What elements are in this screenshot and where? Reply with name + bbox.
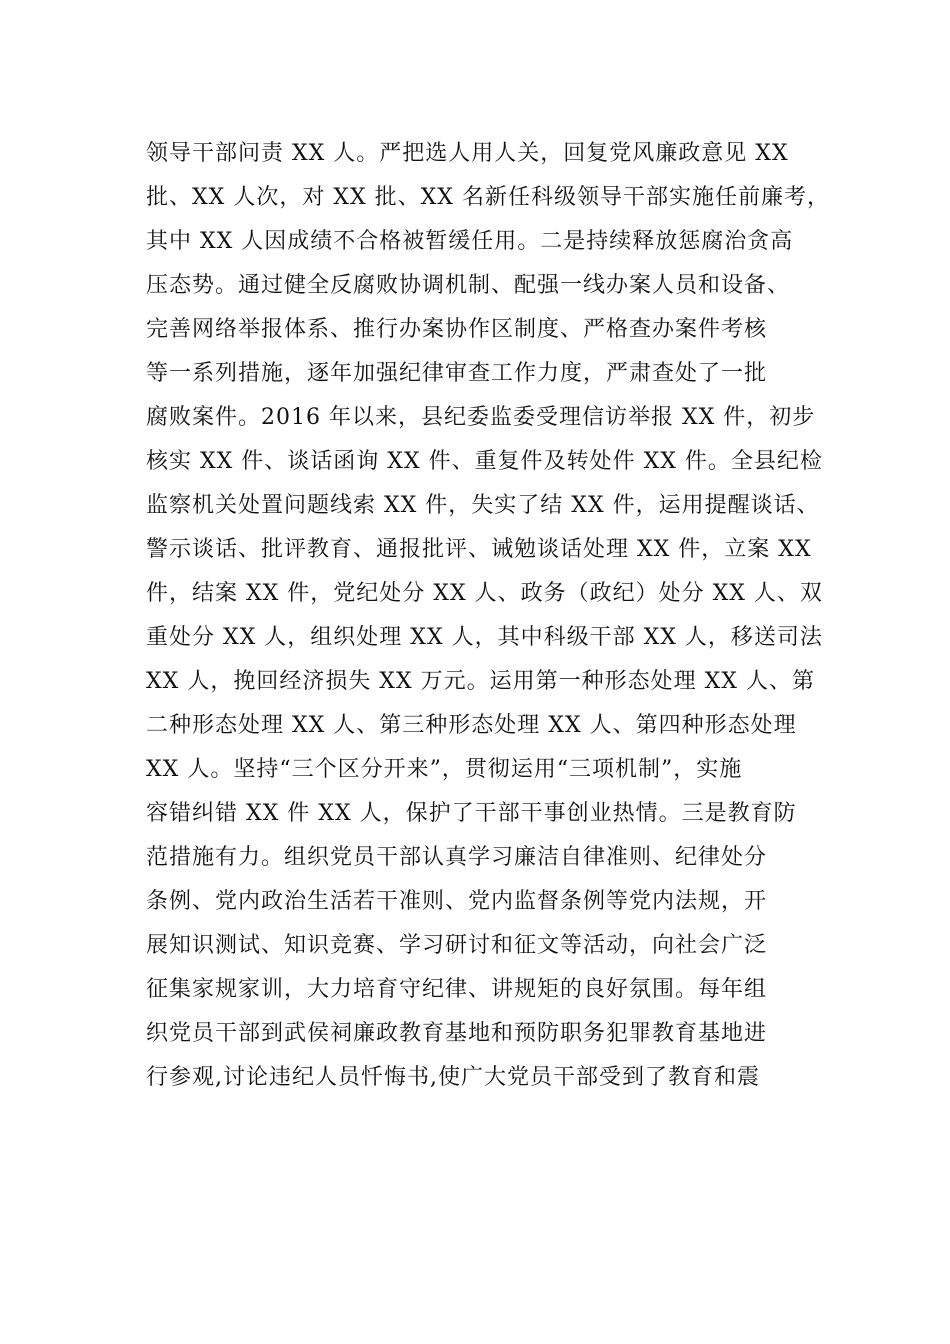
text-line: 容错纠错 XX 件 XX 人，保护了干部干事创业热情。三是教育防 xyxy=(146,801,797,826)
body-text xyxy=(146,132,830,1100)
text-line: 压态势。通过健全反腐败协调机制、配强一线办案人员和设备、 xyxy=(146,273,791,298)
text-line: 行参观,讨论违纪人员忏悔书,使广大党员干部受到了教育和震 xyxy=(146,1065,760,1090)
text-line: 条例、党内政治生活若干准则、党内监督条例等党内法规，开 xyxy=(146,889,768,914)
text-line: 重处分 XX 人，组织处理 XX 人，其中科级干部 XX 人，移送司法 xyxy=(146,625,823,650)
text-line: 监察机关处置问题线索 XX 件，失实了结 XX 件，运用提醒谈话、 xyxy=(146,493,820,518)
text-line: 征集家规家训，大力培育守纪律、讲规矩的良好氛围。每年组 xyxy=(146,977,768,1002)
text-line: 等一系列措施，逐年加强纪律审查工作力度，严肃查处了一批 xyxy=(146,361,768,386)
text-line: 范措施有力。组织党员干部认真学习廉洁自律准则、纪律处分 xyxy=(146,845,768,870)
text-line: 展知识测试、知识竞赛、学习研讨和征文等活动，向社会广泛 xyxy=(146,933,768,958)
text-line: 批、XX 人次，对 XX 批、XX 名新任科级领导干部实施任前廉考， xyxy=(146,185,830,210)
text-line: 腐败案件。2016 年以来，县纪委监委受理信访举报 XX 件，初步 xyxy=(146,405,816,430)
text-line: XX 人，挽回经济损失 XX 万元。运用第一种形态处理 XX 人、第 xyxy=(146,669,815,694)
text-line: XX 人。坚持“三个区分开来”，贯彻运用“三项机制”，实施 xyxy=(146,757,743,782)
text-line: 织党员干部到武侯祠廉政教育基地和预防职务犯罪教育基地进 xyxy=(146,1021,768,1046)
text-line: 完善网络举报体系、推行办案协作区制度、严格查办案件考核 xyxy=(146,317,768,342)
text-line: 警示谈话、批评教育、通报批评、诫勉谈话处理 XX 件，立案 XX xyxy=(146,537,812,562)
text-line: 核实 XX 件、谈话函询 XX 件、重复件及转处件 XX 件。全县纪检 xyxy=(146,449,823,474)
text-line: 其中 XX 人因成绩不合格被暂缓任用。二是持续释放惩腐治贪高 xyxy=(146,229,794,254)
text-line: 件，结案 XX 件，党纪处分 XX 人、政务（政纪）处分 XX 人、双 xyxy=(146,581,823,606)
text-line: 领导干部问责 XX 人。严把选人用人关，回复党风廉政意见 XX xyxy=(146,141,789,166)
text-line: 二种形态处理 XX 人、第三种形态处理 XX 人、第四种形态处理 xyxy=(146,713,797,738)
